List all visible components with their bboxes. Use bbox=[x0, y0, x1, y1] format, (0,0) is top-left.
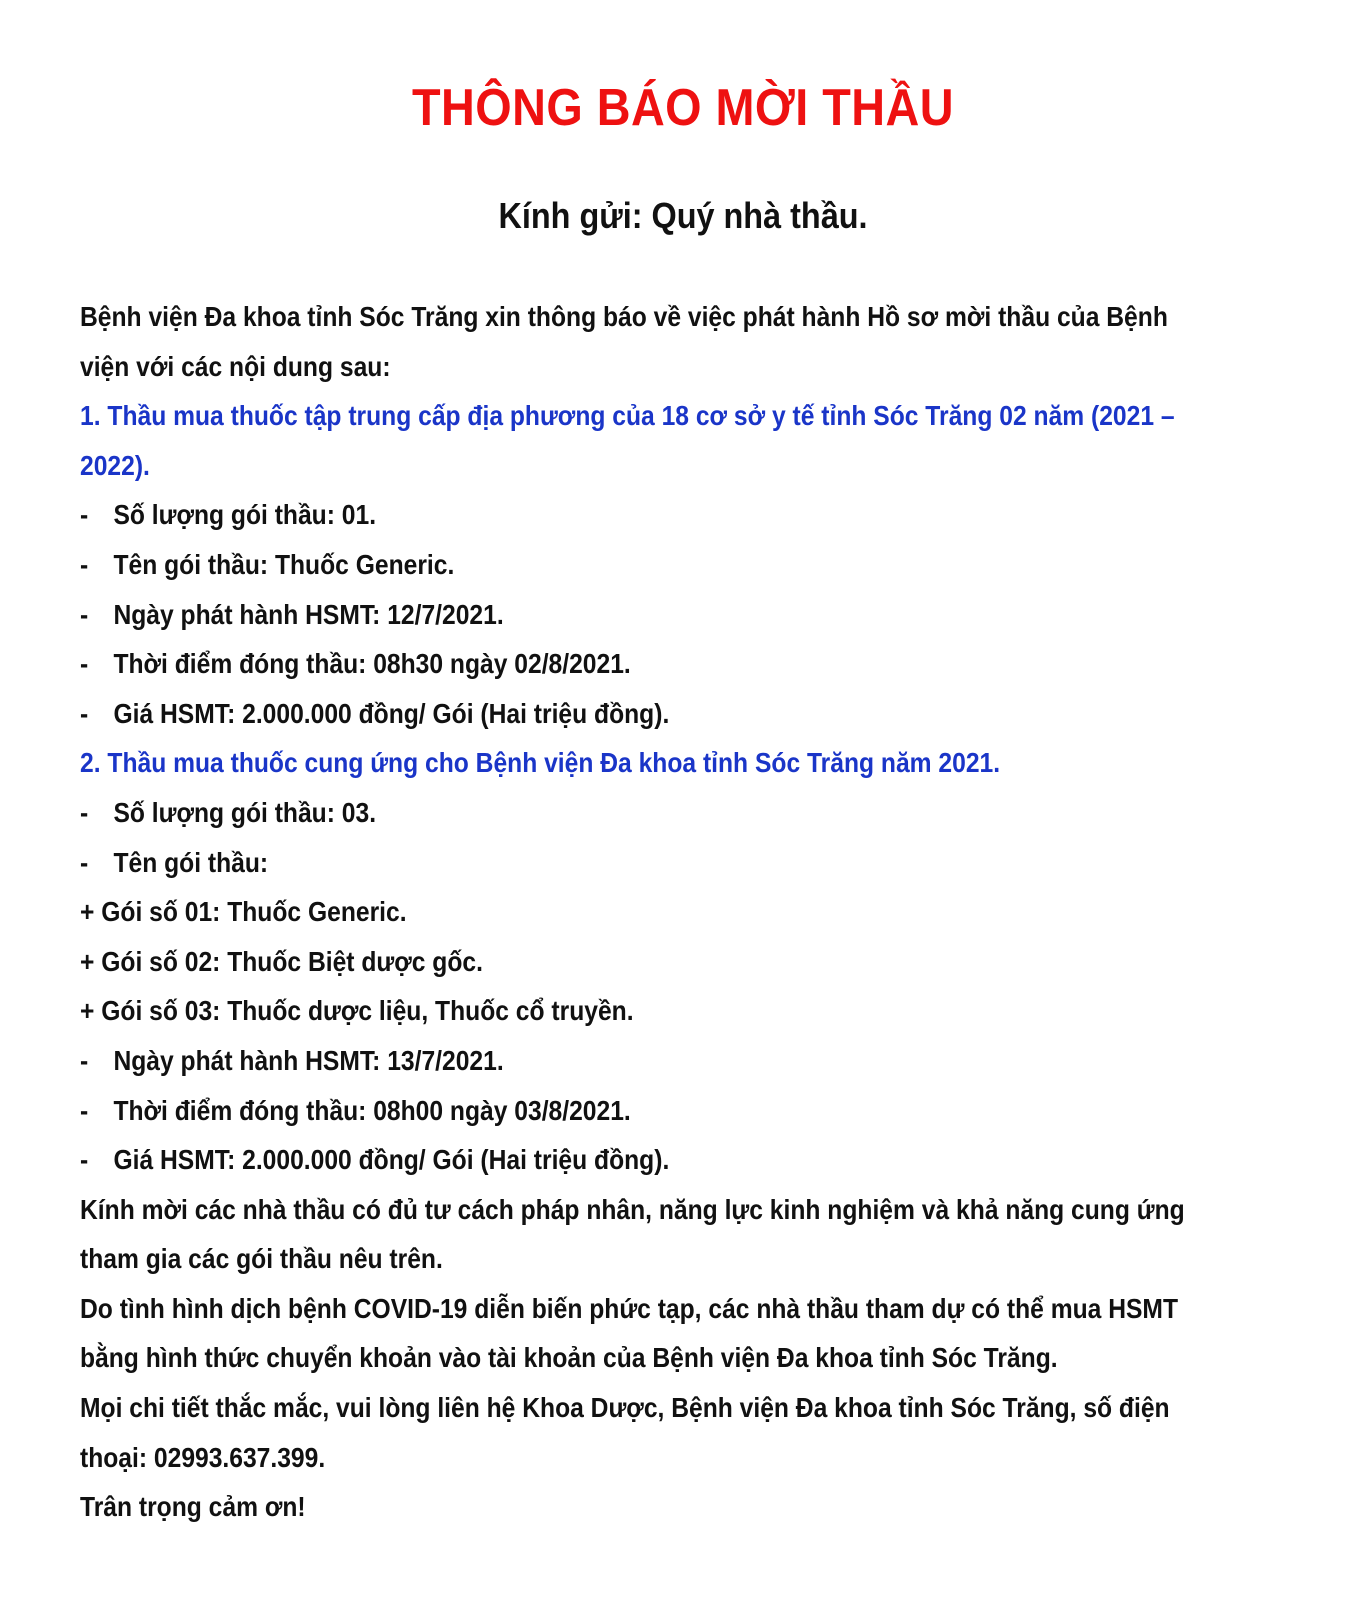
invite-paragraph: Kính mời các nhà thầu có đủ tư cách pháp nhân, năng lực kinh nghiệm và khả năng cung ứng bbox=[80, 1193, 1185, 1225]
dash-bullet: - bbox=[80, 648, 89, 680]
list-item bbox=[80, 1135, 1312, 1185]
dash-bullet: - bbox=[80, 548, 89, 580]
list-item bbox=[80, 689, 1312, 739]
notice-body bbox=[80, 292, 1312, 1532]
list-item-text: Tên gói thầu: bbox=[113, 846, 269, 878]
dash-bullet: - bbox=[80, 499, 89, 531]
dash-bullet: - bbox=[80, 796, 89, 828]
list-item-text: Ngày phát hành HSMT: 13/7/2021. bbox=[113, 1044, 504, 1076]
package-item: + Gói số 03: Thuốc dược liệu, Thuốc cổ truyền. bbox=[80, 995, 634, 1027]
list-item bbox=[80, 639, 1312, 689]
list-item-text: Giá HSMT: 2.000.000 đồng/ Gói (Hai triệu đồng). bbox=[113, 697, 670, 729]
list-item-text: Ngày phát hành HSMT: 12/7/2021. bbox=[113, 598, 504, 630]
dash-bullet: - bbox=[80, 846, 89, 878]
thanks-line: Trân trọng cảm ơn! bbox=[80, 1491, 306, 1523]
invite-paragraph: tham gia các gói thầu nêu trên. bbox=[80, 1243, 443, 1275]
dash-bullet: - bbox=[80, 1044, 89, 1076]
package-item: + Gói số 02: Thuốc Biệt dược gốc. bbox=[80, 945, 483, 977]
greeting: Kính gửi: Quý nhà thầu. bbox=[498, 195, 868, 236]
list-item bbox=[80, 590, 1312, 640]
list-item-text: Thời điểm đóng thầu: 08h30 ngày 02/8/2021. bbox=[113, 648, 631, 680]
list-item bbox=[80, 788, 1312, 838]
list-item-text: Thời điểm đóng thầu: 08h00 ngày 03/8/2021. bbox=[113, 1094, 631, 1126]
contact-paragraph: Mọi chi tiết thắc mắc, vui lòng liên hệ Khoa Dược, Bệnh viện Đa khoa tỉnh Sóc Trăng, số điện bbox=[80, 1392, 1170, 1424]
section1-heading: 2022). bbox=[80, 449, 150, 481]
list-item-text: Tên gói thầu: Thuốc Generic. bbox=[113, 548, 455, 580]
section1-heading: 1. Thầu mua thuốc tập trung cấp địa phương của 18 cơ sở y tế tỉnh Sóc Trăng 02 năm (2021 – bbox=[80, 400, 1175, 432]
covid-paragraph: bằng hình thức chuyển khoản vào tài khoản của Bệnh viện Đa khoa tỉnh Sóc Trăng. bbox=[80, 1342, 1058, 1374]
list-item bbox=[80, 838, 1312, 888]
list-item-text: Số lượng gói thầu: 03. bbox=[113, 796, 377, 828]
dash-bullet: - bbox=[80, 1144, 89, 1176]
notice-title: THÔNG BÁO MỜI THẦU bbox=[412, 79, 954, 137]
list-item-text: Giá HSMT: 2.000.000 đồng/ Gói (Hai triệu đồng). bbox=[113, 1144, 670, 1176]
list-item-text: Số lượng gói thầu: 01. bbox=[113, 499, 377, 531]
intro-line: Bệnh viện Đa khoa tỉnh Sóc Trăng xin thông báo về việc phát hành Hồ sơ mời thầu của Bệnh bbox=[80, 301, 1168, 332]
dash-bullet: - bbox=[80, 697, 89, 729]
covid-paragraph: Do tình hình dịch bệnh COVID-19 diễn biến phức tạp, các nhà thầu tham dự có thể mua HSMT bbox=[80, 1292, 1179, 1324]
dash-bullet: - bbox=[80, 1094, 89, 1126]
list-item bbox=[80, 1086, 1312, 1136]
section2-heading: 2. Thầu mua thuốc cung ứng cho Bệnh viện Đa khoa tỉnh Sóc Trăng năm 2021. bbox=[80, 747, 1001, 779]
list-item bbox=[80, 490, 1312, 540]
intro-line: viện với các nội dung sau: bbox=[80, 350, 391, 382]
dash-bullet: - bbox=[80, 598, 89, 630]
list-item bbox=[80, 1036, 1312, 1086]
package-item: + Gói số 01: Thuốc Generic. bbox=[80, 896, 407, 928]
contact-paragraph: thoại: 02993.637.399. bbox=[80, 1441, 326, 1473]
list-item bbox=[80, 540, 1312, 590]
